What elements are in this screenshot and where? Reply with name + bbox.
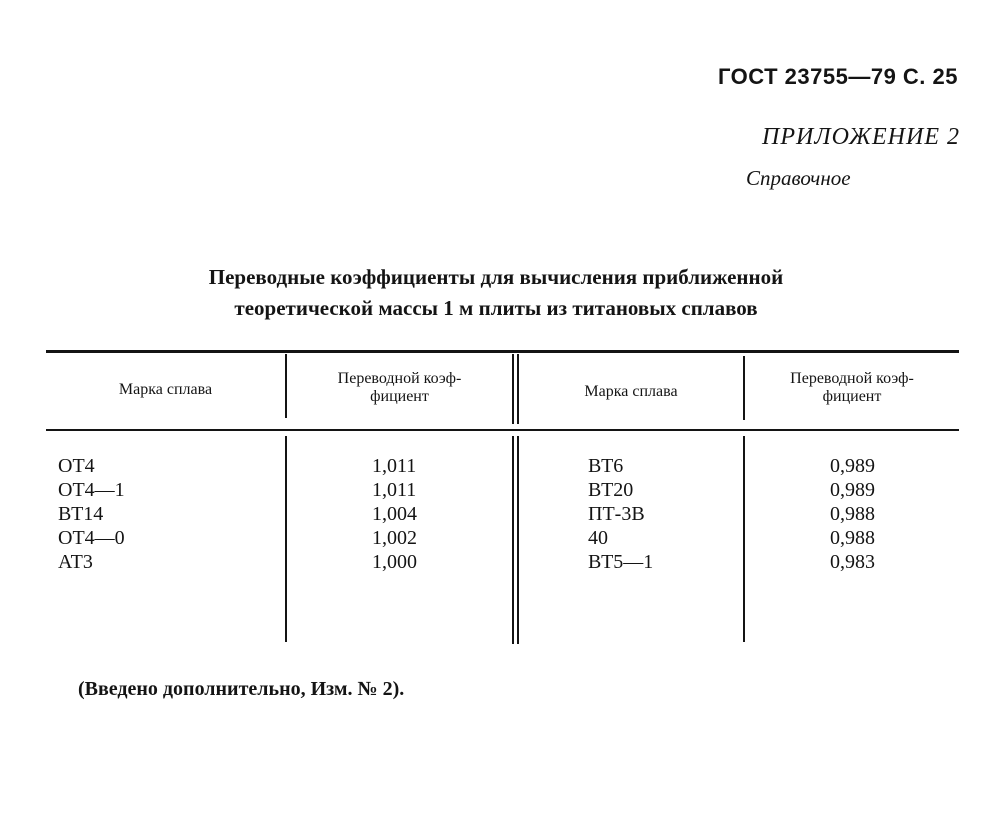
table-cell-grade: ВТ5—1 <box>588 551 654 573</box>
table-cell-coefficient: 1,002 <box>372 527 417 549</box>
column-divider-3-body <box>743 436 745 642</box>
coefficient-column-left <box>372 454 417 574</box>
amendment-footnote: (Введено дополнительно, Изм. № 2). <box>78 678 405 700</box>
table-cell-grade: ОТ4—0 <box>58 527 125 549</box>
table-cell-coefficient: 0,988 <box>830 527 875 549</box>
table-cell-coefficient: 0,989 <box>830 479 875 501</box>
header-coefficient-left-line-2: фициент <box>370 388 429 405</box>
table-cell-grade: 40 <box>588 527 608 549</box>
page-header-standard: ГОСТ 23755—79 С. 25 <box>717 64 958 89</box>
grade-column-right <box>588 454 653 574</box>
column-divider-2b-body <box>517 436 519 644</box>
table-cell-grade: ОТ4—1 <box>58 479 125 501</box>
table-cell-coefficient: 1,004 <box>372 503 417 525</box>
header-grade-right: Марка сплава <box>584 383 678 400</box>
table-cell-grade: АТ3 <box>58 551 93 573</box>
column-divider-2a-header <box>512 354 514 424</box>
table-cell-coefficient: 0,989 <box>830 455 875 477</box>
table-cell-coefficient: 0,988 <box>830 503 875 525</box>
table-cell-coefficient: 1,011 <box>372 455 417 477</box>
header-coefficient-right <box>745 370 959 406</box>
header-coefficient-left <box>287 370 512 406</box>
header-coefficient-right-line-2: фициент <box>822 388 882 405</box>
table-title-line-2: теоретической массы 1 м плиты из титановых сплавов <box>234 296 758 320</box>
table-cell-grade: ВТ14 <box>58 503 104 525</box>
header-coefficient-left-line-1: Переводной коэф- <box>337 370 462 387</box>
table-top-rule <box>46 350 959 353</box>
table-header-rule <box>46 429 959 431</box>
grade-column-left <box>58 454 125 574</box>
reference-status-label: Справочное <box>746 166 851 190</box>
appendix-label: ПРИЛОЖЕНИЕ 2 <box>762 124 960 150</box>
table-cell-grade: ОТ4 <box>58 455 95 477</box>
table-cell-grade: ВТ6 <box>588 455 624 477</box>
table-cell-grade: ВТ20 <box>588 479 634 501</box>
column-divider-2a-body <box>512 436 514 644</box>
coefficient-column-right <box>830 454 875 574</box>
column-divider-1-body <box>285 436 287 642</box>
header-coefficient-right-line-1: Переводной коэф- <box>790 370 914 387</box>
table-cell-coefficient: 1,011 <box>372 479 417 501</box>
table-cell-coefficient: 0,983 <box>830 551 875 573</box>
table-cell-coefficient: 1,000 <box>372 551 417 573</box>
table-cell-grade: ПТ-3В <box>588 503 645 525</box>
table-title-line-1: Переводные коэффициенты для вычисления приближенной <box>208 265 784 289</box>
header-grade-left: Марка сплава <box>118 381 213 398</box>
table-title <box>0 262 992 324</box>
